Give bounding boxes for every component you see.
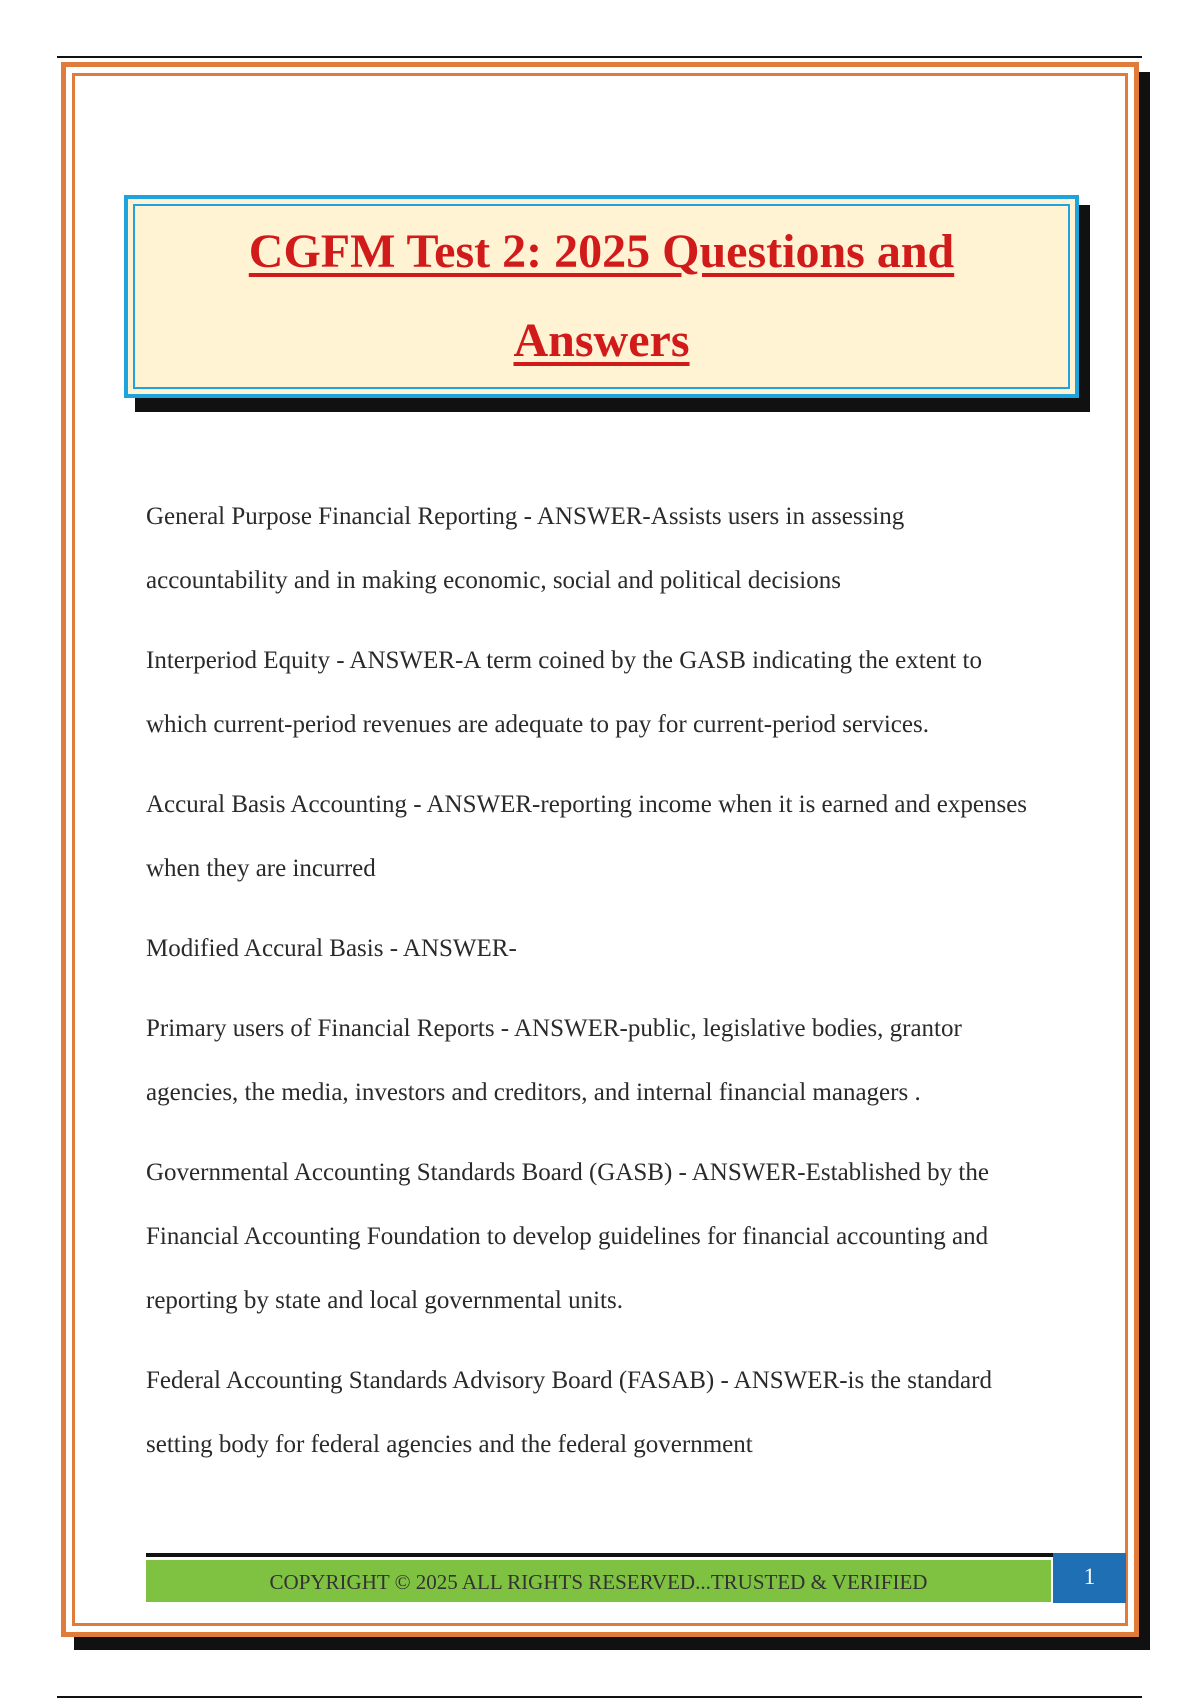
- page-title-line-1: CGFM Test 2: 2025 Questions and: [248, 225, 955, 278]
- page-title: [158, 207, 1045, 385]
- qa-entry: [146, 997, 1046, 1125]
- qa-entry-text: Interperiod Equity - ANSWER-A term coined by the GASB indicating the extent to which current-period revenues are adequate to pay for current-period services.: [146, 647, 982, 738]
- qa-entry-text: Accural Basis Accounting - ANSWER-reporting income when it is earned and expenses when they are incurred: [146, 791, 1028, 882]
- qa-entry: [146, 1141, 1046, 1333]
- qa-entry-text: Governmental Accounting Standards Board (GASB) - ANSWER-Established by the Financial Accounting Foundation to develop guidelines for financial accounting and reporting by state and local governmental units.: [146, 1159, 989, 1314]
- qa-list: [146, 485, 1046, 1493]
- qa-entry-text: General Purpose Financial Reporting - ANSWER-Assists users in assessing accountability and in making economic, social and political decisions: [146, 503, 905, 594]
- qa-entry-text: Modified Accural Basis - ANSWER-: [146, 935, 517, 962]
- qa-entry: [146, 917, 1046, 981]
- top-rule: [57, 56, 1142, 58]
- qa-entry: [146, 629, 1046, 757]
- bottom-rule: [57, 1696, 1142, 1698]
- footer-copyright: COPYRIGHT © 2025 ALL RIGHTS RESERVED...TRUSTED & VERIFIED: [146, 1560, 1051, 1602]
- qa-entry: [146, 485, 1046, 613]
- page-title-line-2: Answers: [513, 314, 690, 367]
- title-box: [124, 195, 1079, 398]
- qa-entry: [146, 1349, 1046, 1477]
- footer-rule: [146, 1553, 1056, 1557]
- qa-entry-text: Primary users of Financial Reports - ANSWER-public, legislative bodies, grantor agencies, the media, investors and creditors, and internal financial managers .: [146, 1015, 962, 1106]
- qa-entry-text: Federal Accounting Standards Advisory Board (FASAB) - ANSWER-is the standard setting body for federal agencies and the federal government: [146, 1367, 992, 1458]
- page-number-badge: 1: [1053, 1553, 1126, 1603]
- qa-entry: [146, 773, 1046, 901]
